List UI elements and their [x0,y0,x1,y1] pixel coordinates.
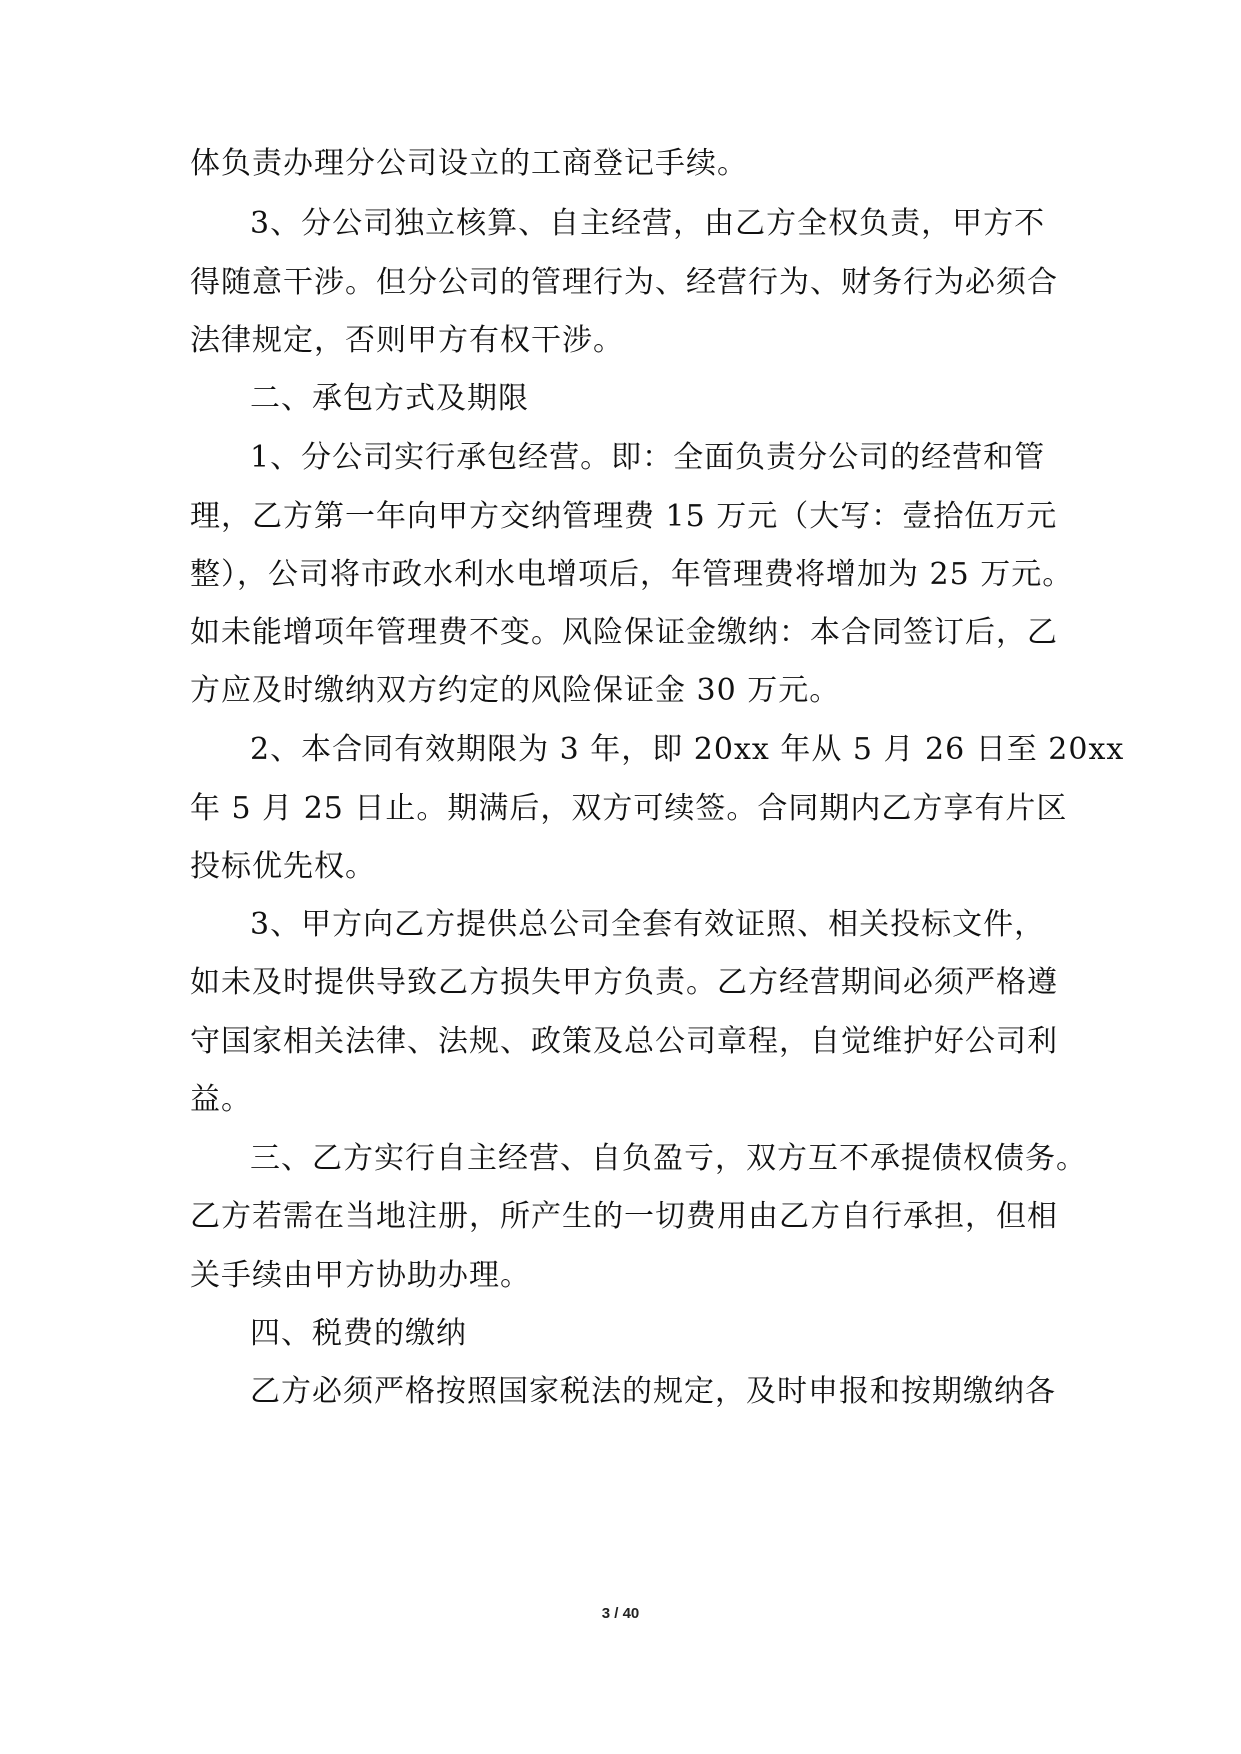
text-line-13: 投标优先权。 [190,849,376,884]
section-heading-2: 二、承包方式及期限 [250,381,529,416]
text-line-16: 守国家相关法律、法规、政策及总公司章程，自觉维护好公司利 [190,1024,1058,1059]
text-line-22: 乙方必须严格按照国家税法的规定，及时申报和按期缴纳各 [250,1374,1056,1409]
text-line-11: 2、本合同有效期限为 3 年，即 20xx 年从 5 月 26 日至 20xx [250,732,1125,767]
text-line-12: 年 5 月 25 日止。期满后，双方可续签。合同期内乙方享有片区 [190,791,1068,826]
text-line-1: 体负责办理分公司设立的工商登记手续。 [190,146,748,181]
text-line-7: 理，乙方第一年向甲方交纳管理费 15 万元（大写：壹拾伍万元 [190,499,1058,534]
text-line-3: 得随意干涉。但分公司的管理行为、经营行为、财务行为必须合 [190,265,1058,300]
page-indicator: 3 / 40 [601,1605,640,1622]
section-heading-4: 四、税费的缴纳 [250,1316,467,1351]
text-line-17: 益。 [190,1082,252,1117]
text-line-20: 关手续由甲方协助办理。 [190,1258,531,1293]
text-line-8: 整），公司将市政水利水电增项后，年管理费将增加为 25 万元。 [190,557,1074,592]
text-line-14: 3、甲方向乙方提供总公司全套有效证照、相关投标文件， [250,907,1046,942]
text-line-15: 如未及时提供导致乙方损失甲方负责。乙方经营期间必须严格遵 [190,965,1058,1000]
text-line-6: 1、分公司实行承包经营。即：全面负责分公司的经营和管 [250,440,1046,475]
section-heading-3: 三、乙方实行自主经营、自负盈亏，双方互不承提债权债务。 [250,1141,1087,1176]
text-line-19: 乙方若需在当地注册，所产生的一切费用由乙方自行承担，但相 [190,1199,1058,1234]
text-line-4: 法律规定，否则甲方有权干涉。 [190,323,624,358]
text-line-9: 如未能增项年管理费不变。风险保证金缴纳：本合同签订后，乙 [190,615,1058,650]
text-line-10: 方应及时缴纳双方约定的风险保证金 30 万元。 [190,673,841,708]
text-line-2: 3、分公司独立核算、自主经营，由乙方全权负责，甲方不 [250,206,1046,241]
